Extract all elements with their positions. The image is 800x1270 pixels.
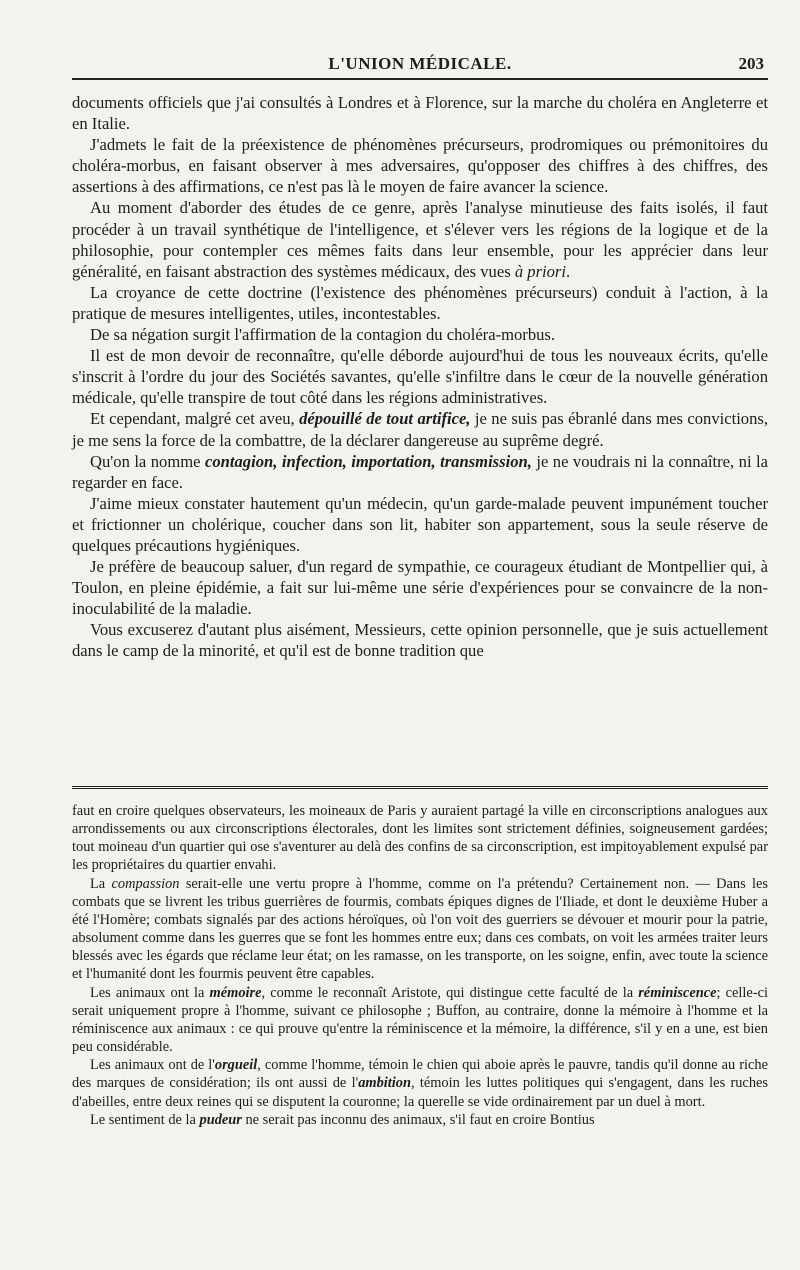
paragraph: Qu'on la nomme contagion, infection, importation, transmission, je ne voudrais ni la connaître, ni la regarder en face. [72,451,768,492]
italic-word: compassion [111,875,180,892]
paragraph: Au moment d'aborder des études de ce genre, après l'analyse minutieuse des faits isolés, il faut procéder à un travail synthétique de l'intelligence, et s'élever vers les régions de la logique et de la philosophie, pour contempler ces mêmes faits dans leur ensemble, pour les apprécier dans leur généralité, en faisant abstraction des systèmes médicaux, des vues à priori. [72,198,768,281]
paragraph: De sa négation surgit l'affirmation de la contagion du choléra-morbus. [90,325,556,345]
italic-word: orgueil [214,1057,258,1074]
italic-word: ambition [358,1075,411,1092]
italic-phrase: dépouillé de tout artifice, [299,409,471,429]
main-text [72,92,768,662]
italic-phrase: à priori [514,261,567,281]
running-title: L'UNION MÉDICALE. [328,54,512,73]
paragraph: J'admets le fait de la préexistence de phénomènes précurseurs, prodromiques ou prémonitoires du choléra-morbus, en faisant observer à mes adversaires, qu'opposer des chiffres à des chiffres, des assertions à des affirmations, ce n'est pas là le moyen de faire avancer la science. [72,135,768,197]
paragraph: Je préfère de beaucoup saluer, d'un regard de sympathie, ce courageux étudiant de Montpellier qui, à Toulon, en pleine épidémie, a fait sur lui-même une série d'expériences pour se convaincre de la non-inoculabilité de la maladie. [72,557,768,619]
italic-word: mémoire [209,984,262,1001]
note-paragraph: faut en croire quelques observateurs, les moineaux de Paris y auraient partagé la ville en circonscriptions analogues aux arrondissements ou aux circonscriptions électorales, dont les limites sont strictement définies, soigneusement gardées; tout moineau d'un quartier qui ose s'aventurer au delà des confins de sa circonscription, est impitoyablement expulsé par les propriétaires du quartier envahi. [72,803,768,874]
paragraph: J'aime mieux constater hautement qu'un médecin, qu'un garde-malade peuvent impunément toucher et frictionner un cholérique, coucher dans son lit, habiter son appartement, sous la seule réserve de quelques précautions hygiéniques. [72,493,768,555]
note-paragraph: La compassion serait-elle une vertu propre à l'homme, comme on l'a prétendu? Certainement non. — Dans les combats que se livrent les tribus guerrières de fourmis, combats épiques dignes de l'Iliade, et dont le deuxième Huber a été l'Homère; combats signalés par des actions héroïques, où l'on voit des guerriers se dévouer et mourir pour la patrie, absolument comme dans les guerres que se font les hommes entre eux; dans ces combats, on voit les armées traiter leurs blessés avec les égards que réclame leur état; on les ramasse, on les transporte, on les soigne, enfin, avec toute la science et l'humanité dont les fourmis peuvent être capables. [72,875,768,983]
note-paragraph: Les animaux ont de l'orgueil, comme l'homme, témoin le chien qui aboie après le pauvre, tandis qu'il donne au riche des marques de considération; ils ont aussi de l'ambition, témoin les luttes politiques qui s'engagent, dans les ruches d'abeilles, entre deux reines qui se disputent la couronne; la querelle se vide ordinairement par un duel à mort. [72,1057,769,1110]
paragraph: Vous excuserez d'autant plus aisément, Messieurs, cette opinion personnelle, que je suis actuellement dans le camp de la minorité, et qu'il est de bonne tradition que [72,620,768,661]
note-paragraph: Le sentiment de la pudeur ne serait pas inconnu des animaux, s'il faut en croire Bontius [90,1111,595,1128]
footnotes [72,802,768,1129]
paragraph: Il est de mon devoir de reconnaître, qu'elle déborde aujourd'hui de tous les nouveaux écrits, qu'elle s'inscrit à l'ordre du jour des Sociétés savantes, qu'elle s'infiltre dans le cœur de la nouvelle génération médicale, qu'elle transpire de tout côté dans les régions administratives. [72,346,768,408]
paragraph: documents officiels que j'ai consultés à Londres et à Florence, sur la marche du choléra en Angleterre et en Italie. [72,93,768,134]
italic-word: réminiscence [638,984,717,1001]
page-header [72,46,768,76]
paragraph: La croyance de cette doctrine (l'existence des phénomènes précurseurs) conduit à l'action, à la pratique de mesures intelligentes, utiles, incontestables. [72,282,768,323]
italic-phrase: contagion, infection, importation, transmission, [205,451,532,471]
page-number: 203 [738,54,764,73]
header-rule [72,78,768,80]
italic-word: pudeur [199,1111,242,1128]
paragraph: Et cependant, malgré cet aveu, dépouillé de tout artifice, je ne suis pas ébranlé dans mes convictions, je me sens la force de la combattre, de la déclarer dangereuse au suprême degré. [72,409,769,450]
note-paragraph: Les animaux ont la mémoire, comme le reconnaît Aristote, qui distingue cette faculté de la réminiscence; celle-ci serait uniquement propre à l'homme, suivant ce philosophe ; Buffon, au contraire, donne la mémoire à l'homme et la réminiscence aux animaux : ce qui prouve qu'entre la réminiscence et la mémoire, la différence, s'il y en a une, est bien peu considérable. [72,984,768,1056]
notes-rule [72,786,768,789]
